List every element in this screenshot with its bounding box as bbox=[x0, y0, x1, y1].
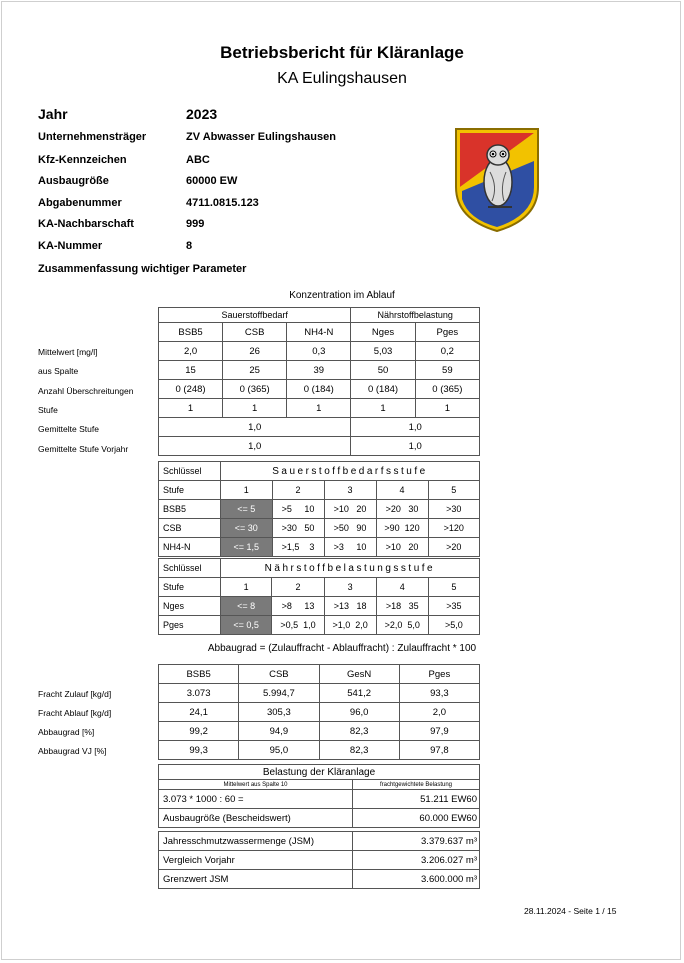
limit-value: 3.600.000 m³ bbox=[353, 870, 480, 889]
range-cell: >1,0 2,0 bbox=[324, 616, 376, 635]
abbau-cell: 99,3 bbox=[159, 741, 239, 760]
range-cell: >35 bbox=[428, 597, 479, 616]
abbau-cell: 99,2 bbox=[159, 722, 239, 741]
range-cell: >8 13 bbox=[272, 597, 324, 616]
oxygen-key-table bbox=[158, 461, 480, 557]
field-label-traeger: Unternehmensträger bbox=[38, 131, 147, 143]
range-cell: >30 50 bbox=[272, 519, 324, 538]
conc-table bbox=[158, 307, 480, 456]
conc-cell: 50 bbox=[351, 361, 415, 380]
conc-col: CSB bbox=[223, 323, 287, 342]
conc-cell: 59 bbox=[415, 361, 479, 380]
abbau-cell: 305,3 bbox=[239, 703, 319, 722]
range-cell-active: <= 0,5 bbox=[220, 616, 272, 635]
level: 1 bbox=[220, 578, 272, 597]
conc-cell: 5,03 bbox=[351, 342, 415, 361]
level: 3 bbox=[324, 481, 376, 500]
conc-cell: 25 bbox=[223, 361, 287, 380]
abbau-cell: 97,8 bbox=[399, 741, 479, 760]
abbau-col: Pges bbox=[399, 665, 479, 684]
range-cell: >2,0 5,0 bbox=[376, 616, 428, 635]
load-capacity: Ausbaugröße (Bescheidswert) bbox=[159, 809, 353, 828]
conc-col: NH4-N bbox=[287, 323, 351, 342]
avg-prev-oxygen: 1,0 bbox=[159, 437, 351, 456]
coat-of-arms-icon bbox=[454, 127, 540, 233]
row-label: Fracht Ablauf [kg/d] bbox=[38, 708, 112, 718]
abbau-table bbox=[158, 664, 480, 760]
abbau-cell: 82,3 bbox=[319, 722, 399, 741]
conc-group-nutrient: Nährstoffbelastung bbox=[351, 308, 480, 323]
load-sub1: Mittelwert aus Spalte 10 bbox=[159, 780, 353, 790]
conc-cell: 1 bbox=[415, 399, 479, 418]
abbau-cell: 97,9 bbox=[399, 722, 479, 741]
abbau-cell: 93,3 bbox=[399, 684, 479, 703]
field-value-kanummer: 8 bbox=[186, 240, 193, 252]
conc-cell: 0,2 bbox=[415, 342, 479, 361]
nutrient-key-table bbox=[158, 558, 480, 635]
conc-cell: 0 (248) bbox=[159, 380, 223, 399]
conc-cell: 1 bbox=[159, 399, 223, 418]
load-capacity-value: 60.000 EW60 bbox=[353, 809, 480, 828]
row-label: Abbaugrad [%] bbox=[38, 727, 95, 737]
abbau-cell: 5.994,7 bbox=[239, 684, 319, 703]
range-cell: >5,0 bbox=[428, 616, 479, 635]
range-cell-active: <= 5 bbox=[220, 500, 272, 519]
abbau-col: GesN bbox=[319, 665, 399, 684]
page-footer: 28.11.2024 - Seite 1 / 15 bbox=[524, 906, 617, 916]
abbau-col: CSB bbox=[239, 665, 319, 684]
conc-cell: 15 bbox=[159, 361, 223, 380]
field-label-abgabe: Abgabenummer bbox=[38, 197, 122, 209]
level: 5 bbox=[428, 578, 479, 597]
key-title: Nährstoffbelastungsstufe bbox=[220, 559, 479, 578]
range-cell: >3 10 bbox=[324, 538, 376, 557]
range-cell: >13 18 bbox=[324, 597, 376, 616]
conc-title: Konzentration im Ablauf bbox=[289, 290, 395, 301]
abbau-cell: 96,0 bbox=[319, 703, 399, 722]
row-label: Gemittelte Stufe Vorjahr bbox=[38, 444, 129, 454]
level: 1 bbox=[220, 481, 272, 500]
range-cell: >20 30 bbox=[376, 500, 428, 519]
param: NH4-N bbox=[159, 538, 221, 557]
range-cell: >18 35 bbox=[376, 597, 428, 616]
key-label: Schlüssel bbox=[159, 462, 221, 481]
abbau-cell: 541,2 bbox=[319, 684, 399, 703]
abbau-formula: Abbaugrad = (Zulauffracht - Ablauffracht) : Zulauffracht * 100 bbox=[207, 643, 477, 654]
abbau-cell: 82,3 bbox=[319, 741, 399, 760]
row-label: Fracht Zulauf [kg/d] bbox=[38, 689, 112, 699]
field-label-nachbarschaft: KA-Nachbarschaft bbox=[38, 218, 134, 230]
conc-cell: 0 (365) bbox=[223, 380, 287, 399]
conc-cell: 2,0 bbox=[159, 342, 223, 361]
row-label: Anzahl Überschreitungen bbox=[38, 386, 134, 396]
key-title: Sauerstoffbedarfsstufe bbox=[220, 462, 479, 481]
conc-col: Pges bbox=[415, 323, 479, 342]
field-value-jahr: 2023 bbox=[186, 106, 218, 122]
conc-group-oxygen: Sauerstoffbedarf bbox=[159, 308, 351, 323]
range-cell: >1,5 3 bbox=[272, 538, 324, 557]
range-cell: >10 20 bbox=[324, 500, 376, 519]
jsm-label: Jahresschmutzwassermenge (JSM) bbox=[159, 832, 353, 851]
summary-heading: Zusammenfassung wichtiger Parameter bbox=[38, 263, 247, 275]
conc-cell: 1 bbox=[223, 399, 287, 418]
param: CSB bbox=[159, 519, 221, 538]
range-cell-active: <= 30 bbox=[220, 519, 272, 538]
field-label-jahr: Jahr bbox=[38, 106, 68, 122]
key-label: Schlüssel bbox=[159, 559, 221, 578]
range-cell: >20 bbox=[428, 538, 479, 557]
conc-cell: 0 (184) bbox=[287, 380, 351, 399]
conc-cell: 1 bbox=[351, 399, 415, 418]
load-title: Belastung der Kläranlage bbox=[159, 765, 480, 780]
range-cell: >30 bbox=[428, 500, 479, 519]
param: BSB5 bbox=[159, 500, 221, 519]
prev-value: 3.206.027 m³ bbox=[353, 851, 480, 870]
abbau-cell: 3.073 bbox=[159, 684, 239, 703]
range-cell: >0,5 1,0 bbox=[272, 616, 324, 635]
field-value-ausbau: 60000 EW bbox=[186, 175, 238, 187]
level: 5 bbox=[428, 481, 479, 500]
row-label: Abbaugrad VJ [%] bbox=[38, 746, 107, 756]
conc-cell: 0 (365) bbox=[415, 380, 479, 399]
param: Nges bbox=[159, 597, 221, 616]
load-calc-value: 51.211 EW60 bbox=[353, 790, 480, 809]
row-label: Gemittelte Stufe bbox=[38, 424, 99, 434]
range-cell: >5 10 bbox=[272, 500, 324, 519]
abbau-col: BSB5 bbox=[159, 665, 239, 684]
load-calc: 3.073 * 1000 : 60 = bbox=[159, 790, 353, 809]
load-table bbox=[158, 764, 480, 828]
range-cell: >120 bbox=[428, 519, 479, 538]
row-label: Mittelwert [mg/l] bbox=[38, 347, 98, 357]
row-label: Stufe bbox=[38, 405, 58, 415]
level: 2 bbox=[272, 578, 324, 597]
report-title: Betriebsbericht für Kläranlage bbox=[220, 43, 464, 62]
range-cell: >10 20 bbox=[376, 538, 428, 557]
field-value-abgabe: 4711.0815.123 bbox=[186, 197, 259, 209]
abbau-cell: 94,9 bbox=[239, 722, 319, 741]
conc-col: BSB5 bbox=[159, 323, 223, 342]
avg-stufe-nutrient: 1,0 bbox=[351, 418, 480, 437]
field-label-ausbau: Ausbaugröße bbox=[38, 175, 109, 187]
field-label-kfz: Kfz-Kennzeichen bbox=[38, 154, 127, 166]
stufe-label: Stufe bbox=[159, 481, 221, 500]
level: 3 bbox=[324, 578, 376, 597]
prev-label: Vergleich Vorjahr bbox=[159, 851, 353, 870]
range-cell: >90 120 bbox=[376, 519, 428, 538]
avg-prev-nutrient: 1,0 bbox=[351, 437, 480, 456]
level: 4 bbox=[376, 578, 428, 597]
plant-name: KA Eulingshausen bbox=[277, 70, 407, 87]
conc-cell: 26 bbox=[223, 342, 287, 361]
param: Pges bbox=[159, 616, 221, 635]
conc-col: Nges bbox=[351, 323, 415, 342]
range-cell: >50 90 bbox=[324, 519, 376, 538]
abbau-cell: 95,0 bbox=[239, 741, 319, 760]
field-value-kfz: ABC bbox=[186, 154, 210, 166]
field-value-traeger: ZV Abwasser Eulingshausen bbox=[186, 131, 336, 143]
jsm-value: 3.379.637 m³ bbox=[353, 832, 480, 851]
load-sub2: frachtgewichtete Belastung bbox=[353, 780, 480, 790]
conc-cell: 39 bbox=[287, 361, 351, 380]
level: 2 bbox=[272, 481, 324, 500]
range-cell-active: <= 8 bbox=[220, 597, 272, 616]
row-label: aus Spalte bbox=[38, 366, 79, 376]
conc-cell: 0,3 bbox=[287, 342, 351, 361]
stufe-label: Stufe bbox=[159, 578, 221, 597]
abbau-cell: 24,1 bbox=[159, 703, 239, 722]
conc-cell: 0 (184) bbox=[351, 380, 415, 399]
limit-label: Grenzwert JSM bbox=[159, 870, 353, 889]
level: 4 bbox=[376, 481, 428, 500]
avg-stufe-oxygen: 1,0 bbox=[159, 418, 351, 437]
jsm-table bbox=[158, 831, 480, 889]
field-label-kanummer: KA-Nummer bbox=[38, 240, 103, 252]
range-cell-active: <= 1,5 bbox=[220, 538, 272, 557]
conc-cell: 1 bbox=[287, 399, 351, 418]
field-value-nachbarschaft: 999 bbox=[186, 218, 205, 230]
abbau-cell: 2,0 bbox=[399, 703, 479, 722]
